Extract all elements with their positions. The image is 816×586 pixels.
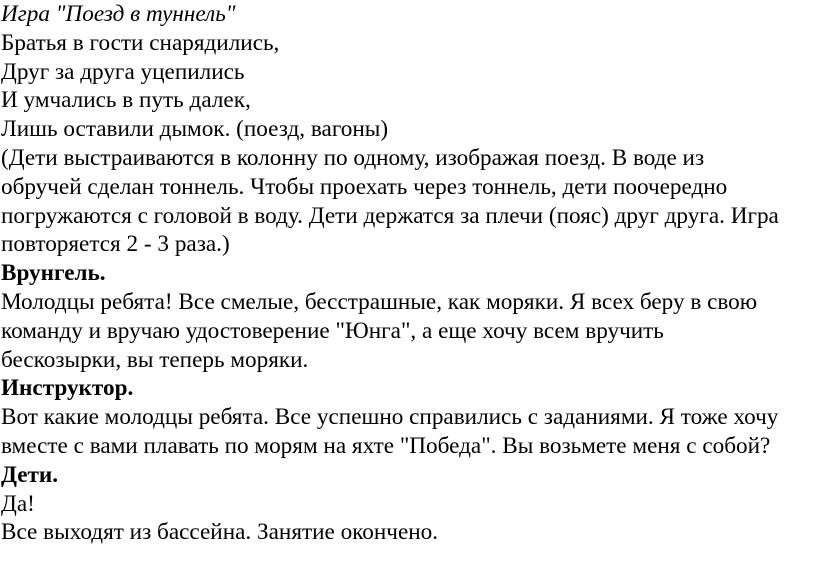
dialogue-line: Вот какие молодцы ребята. Все успешно справились с заданиями. Я тоже хочу [1,404,779,431]
instruction-line: погружаются с головой в воду. Дети держатся за плечи (пояс) друг друга. Игра [1,202,779,229]
instruction-line: обручей сделан тоннель. Чтобы проехать через тоннель, дети поочередно [1,173,728,200]
dialogue-line: команду и вручаю удостоверение "Юнга", а еще хочу всем вручить [1,317,664,344]
dialogue-line: бескозырки, вы теперь моряки. [1,346,309,373]
dialogue-line: вместе с вами плавать по морям на яхте "Победа". Вы возьмете меня с собой? [1,432,771,459]
poem-line: Друг за друга уцепились [1,58,245,85]
game-title: Игра "Поезд в туннель" [1,1,236,27]
poem-line: И умчались в путь далек, [1,87,251,114]
closing-line: Все выходят из бассейна. Занятие окончено. [1,519,439,546]
instruction-line: повторяется 2 - 3 раза.) [1,231,230,258]
speaker-vrungel: Врунгель. [1,260,106,287]
dialogue-line: Да! [1,490,35,517]
poem-line: Братья в гости снарядились, [1,29,280,56]
speaker-instructor: Инструктор. [1,375,134,402]
poem-line: Лишь оставили дымок. (поезд, вагоны) [1,116,389,143]
dialogue-line: Молодцы ребята! Все смелые, бесстрашные, как моряки. Я всех беру в свою [1,288,758,315]
instruction-line: (Дети выстраиваются в колонну по одному, изображая поезд. В воде из [1,144,705,171]
speaker-children: Дети. [1,461,59,488]
